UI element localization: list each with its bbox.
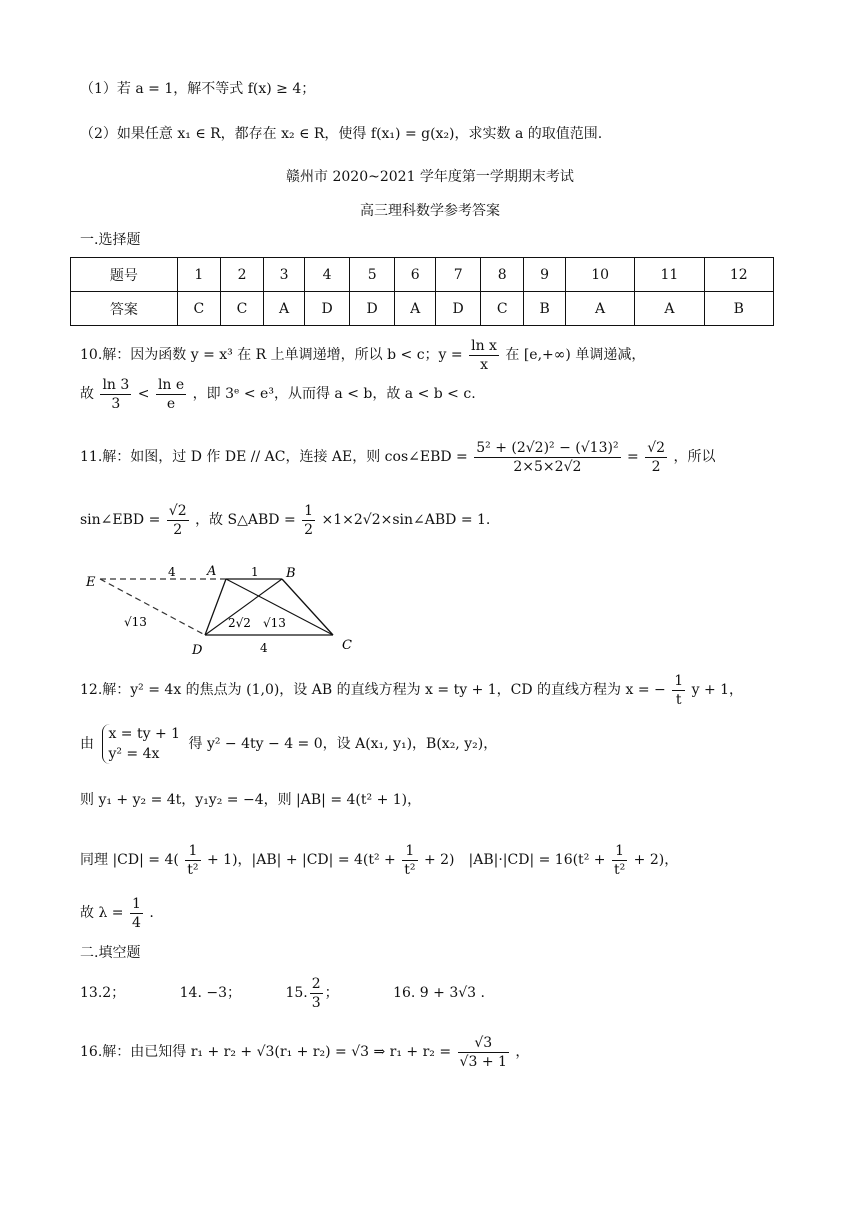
- length-label: √13: [124, 615, 147, 629]
- point-label-C: C: [342, 638, 352, 653]
- fraction-numerator: 1: [304, 502, 314, 519]
- solution-text: ，: [515, 1044, 530, 1060]
- fraction-numerator: ln x: [471, 337, 497, 354]
- fraction-denominator: 2: [304, 521, 314, 538]
- section-heading-choice: 一.选择题: [80, 232, 141, 248]
- equation: y² = 4x: [108, 746, 160, 762]
- answer-15-suffix: ；: [324, 985, 339, 1001]
- table-cell: D: [436, 292, 481, 326]
- table-cell: 4: [305, 258, 350, 292]
- fraction-denominator: 3: [111, 395, 121, 412]
- table-cell: B: [704, 292, 773, 326]
- table-cell: B: [524, 292, 566, 326]
- table-cell: 8: [481, 258, 524, 292]
- table-cell: A: [395, 292, 436, 326]
- solution-text: ×1×2√2×sin∠ABD = 1.: [321, 512, 491, 528]
- fraction: [185, 842, 200, 879]
- fraction-denominator: 2: [173, 521, 183, 538]
- solution-text: ，故 S△ABD =: [195, 512, 296, 528]
- solution-12-line-5: [80, 893, 154, 933]
- table-cell: 6: [395, 258, 436, 292]
- fraction: [469, 337, 499, 374]
- table-cell: 答案: [71, 292, 178, 326]
- table-cell: D: [350, 292, 395, 326]
- solution-11-line-1: [80, 437, 715, 477]
- solution-10-line-1: [80, 335, 645, 375]
- segment-DA: [205, 579, 226, 635]
- solution-text: + 2) |AB|·|CD| = 16(t² +: [423, 852, 606, 868]
- segment-BC: [282, 579, 333, 635]
- solution-text: 11.解：如图，过 D 作 DE // AC，连接 AE，则 cos∠EBD =: [80, 449, 468, 465]
- answer-15: [285, 975, 343, 1011]
- equation: x = ty + 1: [108, 726, 181, 742]
- table-cell: D: [305, 292, 350, 326]
- geometry-figure: [80, 560, 370, 660]
- length-label: 4: [260, 641, 268, 655]
- length-label: 4: [168, 565, 176, 579]
- fraction: [645, 439, 667, 476]
- fraction: [458, 1034, 509, 1071]
- fraction-numerator: ln e: [157, 376, 185, 393]
- less-than-sign: <: [137, 386, 150, 402]
- fraction: [156, 376, 186, 413]
- fraction-numerator: √2: [647, 439, 666, 456]
- fill-answers: [80, 973, 485, 1013]
- answer-16: 16. 9 + 3√3 .: [393, 985, 485, 1001]
- fraction-numerator: ln 3: [102, 376, 130, 393]
- fraction-denominator: t²: [187, 861, 199, 878]
- solution-text: .: [149, 905, 154, 921]
- table-cell: 5: [350, 258, 395, 292]
- length-label: 2√2: [228, 616, 251, 630]
- table-cell: A: [264, 292, 305, 326]
- table-cell: 7: [436, 258, 481, 292]
- fraction-numerator: 1: [185, 842, 200, 861]
- table-cell: 9: [524, 258, 566, 292]
- solution-text: 故 λ =: [80, 905, 124, 921]
- solution-text: 由: [80, 736, 94, 752]
- fraction-numerator: 1: [402, 842, 417, 861]
- fraction-numerator: 2: [311, 975, 321, 992]
- solution-text: sin∠EBD =: [80, 512, 161, 528]
- fraction: [100, 376, 131, 413]
- fraction: [310, 975, 323, 1012]
- fraction: [612, 842, 627, 879]
- solution-text: + 1)，|AB| + |CD| = 4(t² +: [206, 852, 396, 868]
- solution-12-line-3: 则 y₁ + y₂ = 4t，y₁y₂ = −4，则 |AB| = 4(t² + 1)，: [80, 792, 422, 808]
- fraction-denominator: 2×5×2√2: [513, 458, 582, 475]
- solution-12-line-4: [80, 838, 678, 882]
- question-part-1: （1）若 a = 1，解不等式 f(x) ≥ 4；: [80, 81, 316, 97]
- length-label: √13: [263, 616, 286, 630]
- solution-text: ，即 3ᵉ < e³，从而得 a < b，故 a < b < c.: [192, 386, 476, 402]
- solution-text: 在 [e,+∞) 单调递减，: [505, 347, 646, 363]
- table-cell: A: [635, 292, 704, 326]
- table-cell: 题号: [71, 258, 178, 292]
- fraction: [302, 502, 315, 539]
- fraction-numerator: 1: [131, 895, 141, 912]
- table-cell: 12: [704, 258, 773, 292]
- length-label: 1: [251, 565, 259, 579]
- table-cell: C: [177, 292, 220, 326]
- fraction: [167, 502, 189, 539]
- fraction-denominator: 2: [651, 458, 661, 475]
- point-label-A: A: [207, 564, 217, 579]
- fraction: [474, 439, 620, 476]
- fraction-denominator: x: [480, 356, 488, 373]
- segment-ED: [100, 579, 205, 635]
- fraction-denominator: t²: [613, 861, 626, 878]
- document-title: 赣州市 2020~2021 学年度第一学期期末考试: [286, 169, 574, 185]
- answer-15-prefix: 15.: [285, 985, 308, 1001]
- fraction-numerator: √3: [458, 1034, 509, 1053]
- table-cell: 11: [635, 258, 704, 292]
- solution-text: 得 y² − 4ty − 4 = 0，设 A(x₁, y₁)，B(x₂, y₂)，: [188, 736, 498, 752]
- point-label-B: B: [286, 566, 296, 581]
- solution-16-line-1: [80, 1030, 529, 1074]
- solution-text: + 2)，: [633, 852, 679, 868]
- fraction-numerator: 1: [674, 672, 684, 689]
- table-cell: 2: [220, 258, 263, 292]
- fraction-denominator: √3 + 1: [459, 1053, 507, 1070]
- question-part-2: （2）如果任意 x₁ ∈ R，都存在 x₂ ∈ R，使得 f(x₁) = g(x₂)，求实数 a 的取值范围.: [80, 126, 603, 142]
- table-cell: A: [565, 292, 634, 326]
- table-cell: C: [220, 292, 263, 326]
- fraction-denominator: 4: [131, 914, 141, 931]
- fraction-denominator: e: [166, 395, 176, 412]
- table-cell: 3: [264, 258, 305, 292]
- solution-text: y + 1，: [691, 682, 744, 698]
- fraction-denominator: 3: [311, 994, 321, 1011]
- table-cell: 10: [565, 258, 634, 292]
- answer-table: [70, 257, 774, 326]
- solution-text: 10.解：因为函数 y = x³ 在 R 上单调递增，所以 b < c；y =: [80, 347, 463, 363]
- answer-13: 13.2；: [80, 985, 126, 1001]
- equation-system: [102, 724, 180, 764]
- solution-text: ，所以: [673, 449, 716, 465]
- solution-text: 16.解：由已知得 r₁ + r₂ + √3(r₁ + r₂) = √3 ⇒ r₁ + r₂ =: [80, 1044, 452, 1060]
- point-label-D: D: [192, 643, 203, 658]
- solution-text: 12.解：y² = 4x 的焦点为 (1,0)，设 AB 的直线方程为 x = ty + 1，CD 的直线方程为 x = −: [80, 682, 666, 698]
- fraction-numerator: √2: [168, 502, 187, 519]
- solution-12-line-1: [80, 670, 743, 710]
- answer-14: 14. −3；: [179, 985, 241, 1001]
- fraction: [402, 842, 417, 879]
- fraction-denominator: t²: [404, 861, 416, 878]
- fraction: [130, 895, 143, 932]
- table-cell: 1: [177, 258, 220, 292]
- table-row-answers: [71, 292, 774, 326]
- section-heading-fill: 二.填空题: [80, 945, 141, 961]
- document-subtitle: 高三理科数学参考答案: [360, 203, 500, 219]
- table-cell: C: [481, 292, 524, 326]
- solution-text: 同理 |CD| = 4(: [80, 852, 179, 868]
- solution-12-line-2: [80, 722, 497, 766]
- fraction: [672, 672, 685, 709]
- fraction-numerator: 5² + (2√2)² − (√13)²: [476, 439, 619, 456]
- table-row-numbers: [71, 258, 774, 292]
- fraction-numerator: 1: [612, 842, 627, 861]
- solution-11-line-2: [80, 500, 490, 540]
- equals-sign: =: [627, 449, 639, 465]
- solution-10-line-2: [80, 374, 476, 414]
- point-label-E: E: [86, 575, 96, 590]
- fraction-denominator: t: [675, 691, 682, 708]
- solution-text: 故: [80, 386, 94, 402]
